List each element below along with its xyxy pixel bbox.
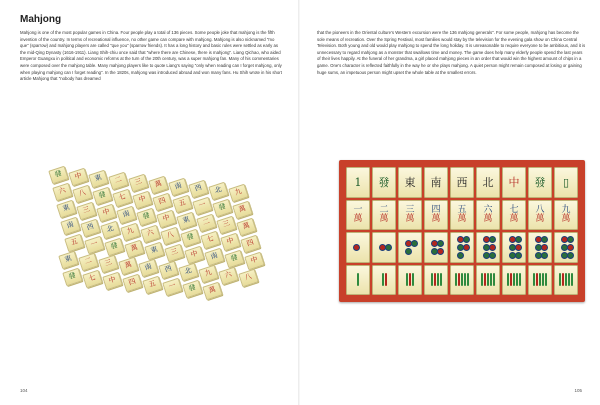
tray-tile [346,265,370,296]
mahjong-tile: 東 [144,242,164,261]
mahjong-tile: 萬 [202,282,222,301]
mahjong-tray-photo [339,160,585,302]
mahjong-tile: 南 [138,259,158,278]
tray-tile: ▯ [554,167,578,198]
page-title: Mahjong [20,14,62,25]
mahjong-tile: 六 [52,183,72,202]
mahjong-tile: 發 [136,208,156,227]
tray-tile [398,232,422,263]
mahjong-tile: 一 [84,236,104,255]
mahjong-tile: 中 [102,272,122,291]
tray-tile: 發 [372,167,396,198]
tray-tile [554,232,578,263]
tray-tile [502,232,526,263]
mahjong-pile-photo [12,160,284,300]
tray-tile: 西 [450,167,474,198]
mahjong-tile: 九 [120,223,140,242]
mahjong-tile: 發 [212,199,232,218]
tray-tile: 九 萬 [554,200,578,231]
tray-tile [476,265,500,296]
tray-tile: 發 [528,167,552,198]
mahjong-tile: 四 [152,193,172,212]
mahjong-tile: 北 [178,263,198,282]
mahjong-tile: 中 [132,191,152,210]
mahjong-tile: 萬 [232,201,252,220]
mahjong-tile: 北 [208,182,228,201]
tray-tile: 五 萬 [450,200,474,231]
mahjong-tile: 東 [176,212,196,231]
right-body-text: that the pioneers in the Oriental culture's Western excursion were the 136 mahjong generals". For some people, mahjong has become the sole means of recreation. Over the Spring Festival, most families would stay by the television for the evening gala show on China Central Television. Both young and old would play mahjong to spend the long holiday. It is unreasonable to require everyone to be ambitious, and it is unnecessary to regard mahjong as a monster that swallows time and money. The game does help many elderly people spend the last years of their lives happily. At the funeral of her grandma, a girl placed mahjong pieces in an order that would win the highest amount of chips in a game. One's character is reflected faithfully in the way he or she plays mahjong. A quiet person might remain composed at losing or gaining huge sums, an impetuous person might upset the whole table at the smallest errors. [317,30,586,75]
tray-tile [398,265,422,296]
mahjong-tile: 中 [96,204,116,223]
mahjong-tile: 發 [104,238,124,257]
mahjong-tile: 二 [78,253,98,272]
mahjong-tile: 中 [68,168,88,187]
mahjong-tile: 南 [204,248,224,267]
mahjong-tile: 發 [224,250,244,269]
mahjong-tile: 七 [112,189,132,208]
mahjong-tile: 西 [158,261,178,280]
tray-tile [424,232,448,263]
tile-grid [346,167,578,295]
tray-tile: 中 [502,167,526,198]
tray-tile: 東 [398,167,422,198]
right-page [300,0,600,405]
left-body-text: Mahjong is one of the most popular games in China. Four people play a total of 136 pieces. Some people joke that mahjong is the fifth invention of the country. In terms of recreational influence, no other game can compare with mahjong. Mahjong is also nicknamed "mo que" (sparrow) and mahjong players are called "que you" (sparrow friends). It has a long history and basic rules were settled as early as the mid-Qing Dynasty (1616-1911). Liang Shih-chiu once said that "where there are Chinese, there is mahjong". Liang Qichao, who aided Emperor Guangxu in political and economic reforms at the turn of the 20th century, was a super mahjong fan. Many of his commentaries were composed over the mahjong table. Many mahjong players like to quote Liang's saying "only when reading can I forget mahjong, only when playing mahjong can I forget reading". In the 1820s, mahjong was introduced abroad and won many fans. Hu Shih wrote in his short article Mahjong that "nobody has dreamed [20,30,282,82]
mahjong-tile: 北 [100,221,120,240]
mahjong-tile: 三 [216,216,236,235]
mahjong-tile: 四 [122,274,142,293]
mahjong-tile: 五 [64,234,84,253]
tray-tile [424,265,448,296]
mahjong-tile: 中 [184,246,204,265]
mahjong-tile: 南 [60,217,80,236]
mahjong-tile: 中 [156,210,176,229]
mahjong-tile: 萬 [118,257,138,276]
mahjong-tile: 東 [88,170,108,189]
tray-tile [450,265,474,296]
left-page-number: 104 [20,388,28,393]
mahjong-tile: 一 [192,197,212,216]
mahjong-tile: 七 [200,231,220,250]
tray-tile [554,265,578,296]
tray-tile: 四 萬 [424,200,448,231]
mahjong-tile: 萬 [148,176,168,195]
tray-tile [502,265,526,296]
mahjong-tile: 萬 [124,240,144,259]
mahjong-tile: 七 [82,270,102,289]
mahjong-tile: 三 [164,244,184,263]
tray-tile: 一 萬 [346,200,370,231]
right-page-number: 105 [574,388,582,393]
tray-tile [528,265,552,296]
mahjong-tile: 四 [240,235,260,254]
mahjong-tile: 萬 [236,218,256,237]
mahjong-tile: 發 [182,280,202,299]
mahjong-tile: 東 [58,251,78,270]
mahjong-tile: 南 [168,178,188,197]
tray-tile [476,232,500,263]
mahjong-tile: 二 [108,172,128,191]
tray-tile [346,232,370,263]
mahjong-tile: 東 [56,200,76,219]
tray-tile [372,265,396,296]
mahjong-tile: 西 [188,180,208,199]
tray-tile: 北 [476,167,500,198]
mahjong-tile: 六 [140,225,160,244]
tray-tile: 二 萬 [372,200,396,231]
mahjong-tile: 八 [238,269,258,288]
mahjong-tile: 三 [76,202,96,221]
tray-tile: 六 萬 [476,200,500,231]
tray-tile: 南 [424,167,448,198]
mahjong-tile: 八 [160,227,180,246]
mahjong-tile: 五 [142,276,162,295]
mahjong-tile: 南 [116,206,136,225]
mahjong-tile: 六 [218,267,238,286]
mahjong-tile: 三 [128,174,148,193]
mahjong-tile: 八 [72,185,92,204]
mahjong-tile: 西 [80,219,100,238]
tray-tile [372,232,396,263]
mahjong-tile: 一 [162,278,182,297]
mahjong-tile: 發 [92,187,112,206]
tray-tile: 1 [346,167,370,198]
mahjong-tile: 九 [198,265,218,284]
tray-tile: 八 萬 [528,200,552,231]
mahjong-tile: 發 [62,268,82,287]
mahjong-tile: 九 [228,184,248,203]
mahjong-tile: 中 [244,252,264,271]
tray-tile: 三 萬 [398,200,422,231]
mahjong-tile: 發 [180,229,200,248]
mahjong-tile: 二 [196,214,216,233]
tray-tile [528,232,552,263]
mahjong-tile: 五 [172,195,192,214]
mahjong-tile: 三 [98,255,118,274]
tray-tile: 七 萬 [502,200,526,231]
tray-tile [450,232,474,263]
mahjong-tile: 中 [220,233,240,252]
mahjong-tile: 發 [48,166,68,185]
